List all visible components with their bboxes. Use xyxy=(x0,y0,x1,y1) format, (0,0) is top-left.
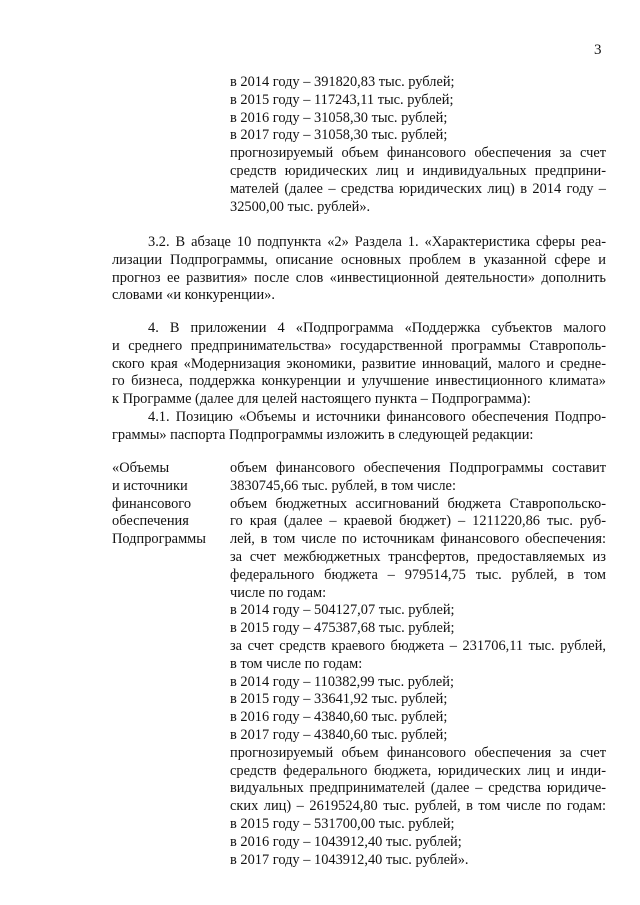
table-left-line: финансового xyxy=(112,495,192,512)
text-line: в 2017 году – 31058,30 тыс. рублей; xyxy=(230,127,448,144)
text-line: словами «и конкуренции». xyxy=(112,287,275,304)
table-right-line: 3830745,66 тыс. рублей, в том числе: xyxy=(230,477,456,494)
table-right-line: в 2015 году – 531700,00 тыс. рублей; xyxy=(230,815,455,832)
text-line: в 2014 году – 391820,83 тыс. рублей; xyxy=(230,74,455,90)
section-3-2-paragraph xyxy=(112,234,606,305)
text-line: к Программе (далее для целей настоящего пункта – Подпрограмма): xyxy=(112,391,531,408)
text-line: граммы» паспорта Подпрограммы изложить в следующей редакции: xyxy=(112,426,534,443)
table-right-line: федерального бюджета – 979514,75 тыс. рублей, в том xyxy=(230,566,606,583)
page-number: 3 xyxy=(594,42,602,58)
table-left-line: обеспечения xyxy=(112,513,189,530)
table-right-line: в 2017 году – 43840,60 тыс. рублей; xyxy=(230,726,448,743)
text-line: 4.1. Позицию «Объемы и источники финансового обеспечения Подпро- xyxy=(148,409,606,425)
table-right-line: в 2015 году – 33641,92 тыс. рублей; xyxy=(230,691,448,708)
table-left-column xyxy=(112,460,222,549)
text-line: 32500,00 тыс. рублей». xyxy=(230,198,371,215)
table-left-line: и источники xyxy=(112,477,188,494)
table-left-line: Подпрограммы xyxy=(112,531,206,548)
table-right-line: прогнозируемый объем финансового обеспечения за счет xyxy=(230,744,606,761)
text-line: лизации Подпрограммы, описание основных проблем в указанной сфере и xyxy=(112,251,606,268)
text-line: и среднего предпринимательства» государственной программы Ставрополь- xyxy=(112,337,606,354)
table-right-column xyxy=(230,460,606,869)
table-right-line: в 2016 году – 43840,60 тыс. рублей; xyxy=(230,709,448,726)
text-line: 3.2. В абзаце 10 подпункта «2» Раздела 1. «Характеристика сферы реа- xyxy=(148,234,606,250)
text-line: средств юридических лиц и индивидуальных предприни- xyxy=(230,162,606,179)
table-right-line: в 2014 году – 110382,99 тыс. рублей; xyxy=(230,673,455,690)
table-right-line: лей, в том числе по источникам финансового обеспечения: xyxy=(230,531,606,548)
text-line: прогнозируемый объем финансового обеспечения за счет xyxy=(230,145,606,162)
text-line: мателей (далее – средства юридических лиц) в 2014 году – xyxy=(230,180,606,197)
text-line: прогноз ее развития» после слов «инвестиционной деятельности» дополнить xyxy=(112,269,606,286)
table-right-line: в 2016 году – 1043912,40 тыс. рублей; xyxy=(230,833,462,850)
table-right-line: ских лиц) – 2619524,80 тыс. рублей, в том числе по годам: xyxy=(230,798,606,815)
table-right-line: объем финансового обеспечения Подпрограммы составит xyxy=(230,460,606,476)
table-right-line: числе по годам: xyxy=(230,584,327,601)
table-right-line: в 2014 году – 504127,07 тыс. рублей; xyxy=(230,602,455,619)
table-right-line: за счет межбюджетных трансфертов, предоставляемых из xyxy=(230,548,606,565)
text-line: в 2016 году – 31058,30 тыс. рублей; xyxy=(230,109,448,126)
text-line: ского края «Модернизация экономики, развитие инноваций, малого и средне- xyxy=(112,355,606,372)
section-4-1-paragraph xyxy=(112,409,606,445)
intro-paragraph xyxy=(230,74,606,216)
table-right-line: в том числе по годам: xyxy=(230,655,363,672)
table-right-line: в 2015 году – 475387,68 тыс. рублей; xyxy=(230,620,455,637)
table-right-line: видуальных предпринимателей (далее – средства юридиче- xyxy=(230,780,606,797)
table-right-line: объем бюджетных ассигнований бюджета Ставропольско- xyxy=(230,495,606,512)
table-right-line: средств федерального бюджета, юридических лиц и инди- xyxy=(230,762,606,779)
text-line: в 2015 году – 117243,11 тыс. рублей; xyxy=(230,91,454,108)
table-right-line: за счет средств краевого бюджета – 231706,11 тыс. рублей, xyxy=(230,637,606,654)
table-left-line: «Объемы xyxy=(112,460,170,476)
table-right-line: в 2017 году – 1043912,40 тыс. рублей». xyxy=(230,851,469,868)
text-line: го бизнеса, поддержка конкуренции и улучшение инвестиционного климата» xyxy=(112,373,606,390)
table-right-line: го края (далее – краевой бюджет) – 1211220,86 тыс. руб- xyxy=(230,513,606,530)
section-4-paragraph xyxy=(112,320,606,409)
text-line: 4. В приложении 4 «Подпрограмма «Поддержка субъектов малого xyxy=(148,320,606,336)
